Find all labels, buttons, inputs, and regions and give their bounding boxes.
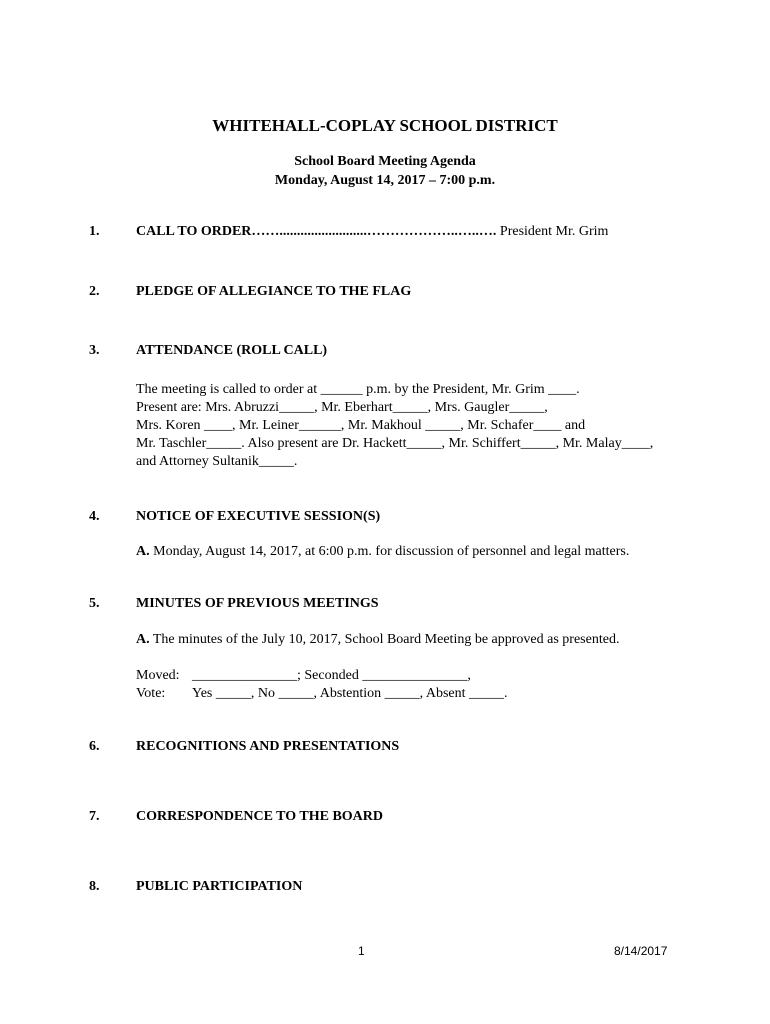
item-1-heading	[136, 224, 608, 240]
vote-text: Yes _____, No _____, Abstention _____, Absent _____.	[192, 686, 508, 701]
moved-text: _______________; Seconded _______________,	[192, 668, 471, 683]
item-7-number: 7.	[89, 809, 100, 824]
minutes-text	[136, 631, 619, 649]
agenda-title: School Board Meeting Agenda	[294, 154, 476, 169]
item-1-number: 1.	[89, 224, 100, 239]
attendance-text	[136, 381, 653, 471]
item-1-title: CALL TO ORDER…….........................………………..…..….	[136, 224, 497, 239]
item-5-heading: MINUTES OF PREVIOUS MEETINGS	[136, 596, 379, 611]
item-2-heading: PLEDGE OF ALLEGIANCE TO THE FLAG	[136, 284, 412, 299]
sub-item-label: A.	[136, 544, 150, 559]
attendance-line: Present are: Mrs. Abruzzi_____, Mr. Eberhart_____, Mrs. Gaugler_____,	[136, 400, 548, 415]
moved-label: Moved:	[136, 668, 180, 683]
sub-item-label: A.	[136, 632, 150, 647]
district-title: WHITEHALL-COPLAY SCHOOL DISTRICT	[212, 116, 558, 135]
item-8-heading: PUBLIC PARTICIPATION	[136, 879, 303, 894]
vote-line	[136, 686, 508, 702]
item-7-heading: CORRESPONDENCE TO THE BOARD	[136, 809, 383, 824]
page-number: 1	[358, 944, 365, 958]
attendance-line: The meeting is called to order at ______ p.m. by the President, Mr. Grim ____.	[136, 382, 580, 397]
item-8-number: 8.	[89, 879, 100, 894]
executive-session-text	[136, 543, 629, 561]
item-1-presider: President Mr. Grim	[496, 224, 609, 239]
attendance-line: Mrs. Koren ____, Mr. Leiner______, Mr. Makhoul _____, Mr. Schafer____ and	[136, 418, 586, 433]
item-3-number: 3.	[89, 343, 100, 358]
sub-item-text: Monday, August 14, 2017, at 6:00 p.m. for discussion of personnel and legal matters.	[149, 544, 630, 559]
sub-item-text: The minutes of the July 10, 2017, School Board Meeting be approved as presented.	[149, 632, 620, 647]
item-4-heading: NOTICE OF EXECUTIVE SESSION(S)	[136, 509, 381, 524]
attendance-line: and Attorney Sultanik_____.	[136, 454, 298, 469]
vote-label: Vote:	[136, 686, 166, 701]
item-3-heading: ATTENDANCE (ROLL CALL)	[136, 343, 328, 358]
item-4-number: 4.	[89, 509, 100, 524]
attendance-line: Mr. Taschler_____. Also present are Dr. Hackett_____, Mr. Schiffert_____, Mr. Malay____,	[136, 436, 654, 451]
item-6-heading: RECOGNITIONS AND PRESENTATIONS	[136, 739, 400, 754]
item-6-number: 6.	[89, 739, 100, 754]
meeting-date: Monday, August 14, 2017 – 7:00 p.m.	[274, 173, 496, 188]
moved-line	[136, 668, 471, 684]
item-2-number: 2.	[89, 284, 100, 299]
footer-date: 8/14/2017	[614, 944, 668, 958]
item-5-number: 5.	[89, 596, 100, 611]
